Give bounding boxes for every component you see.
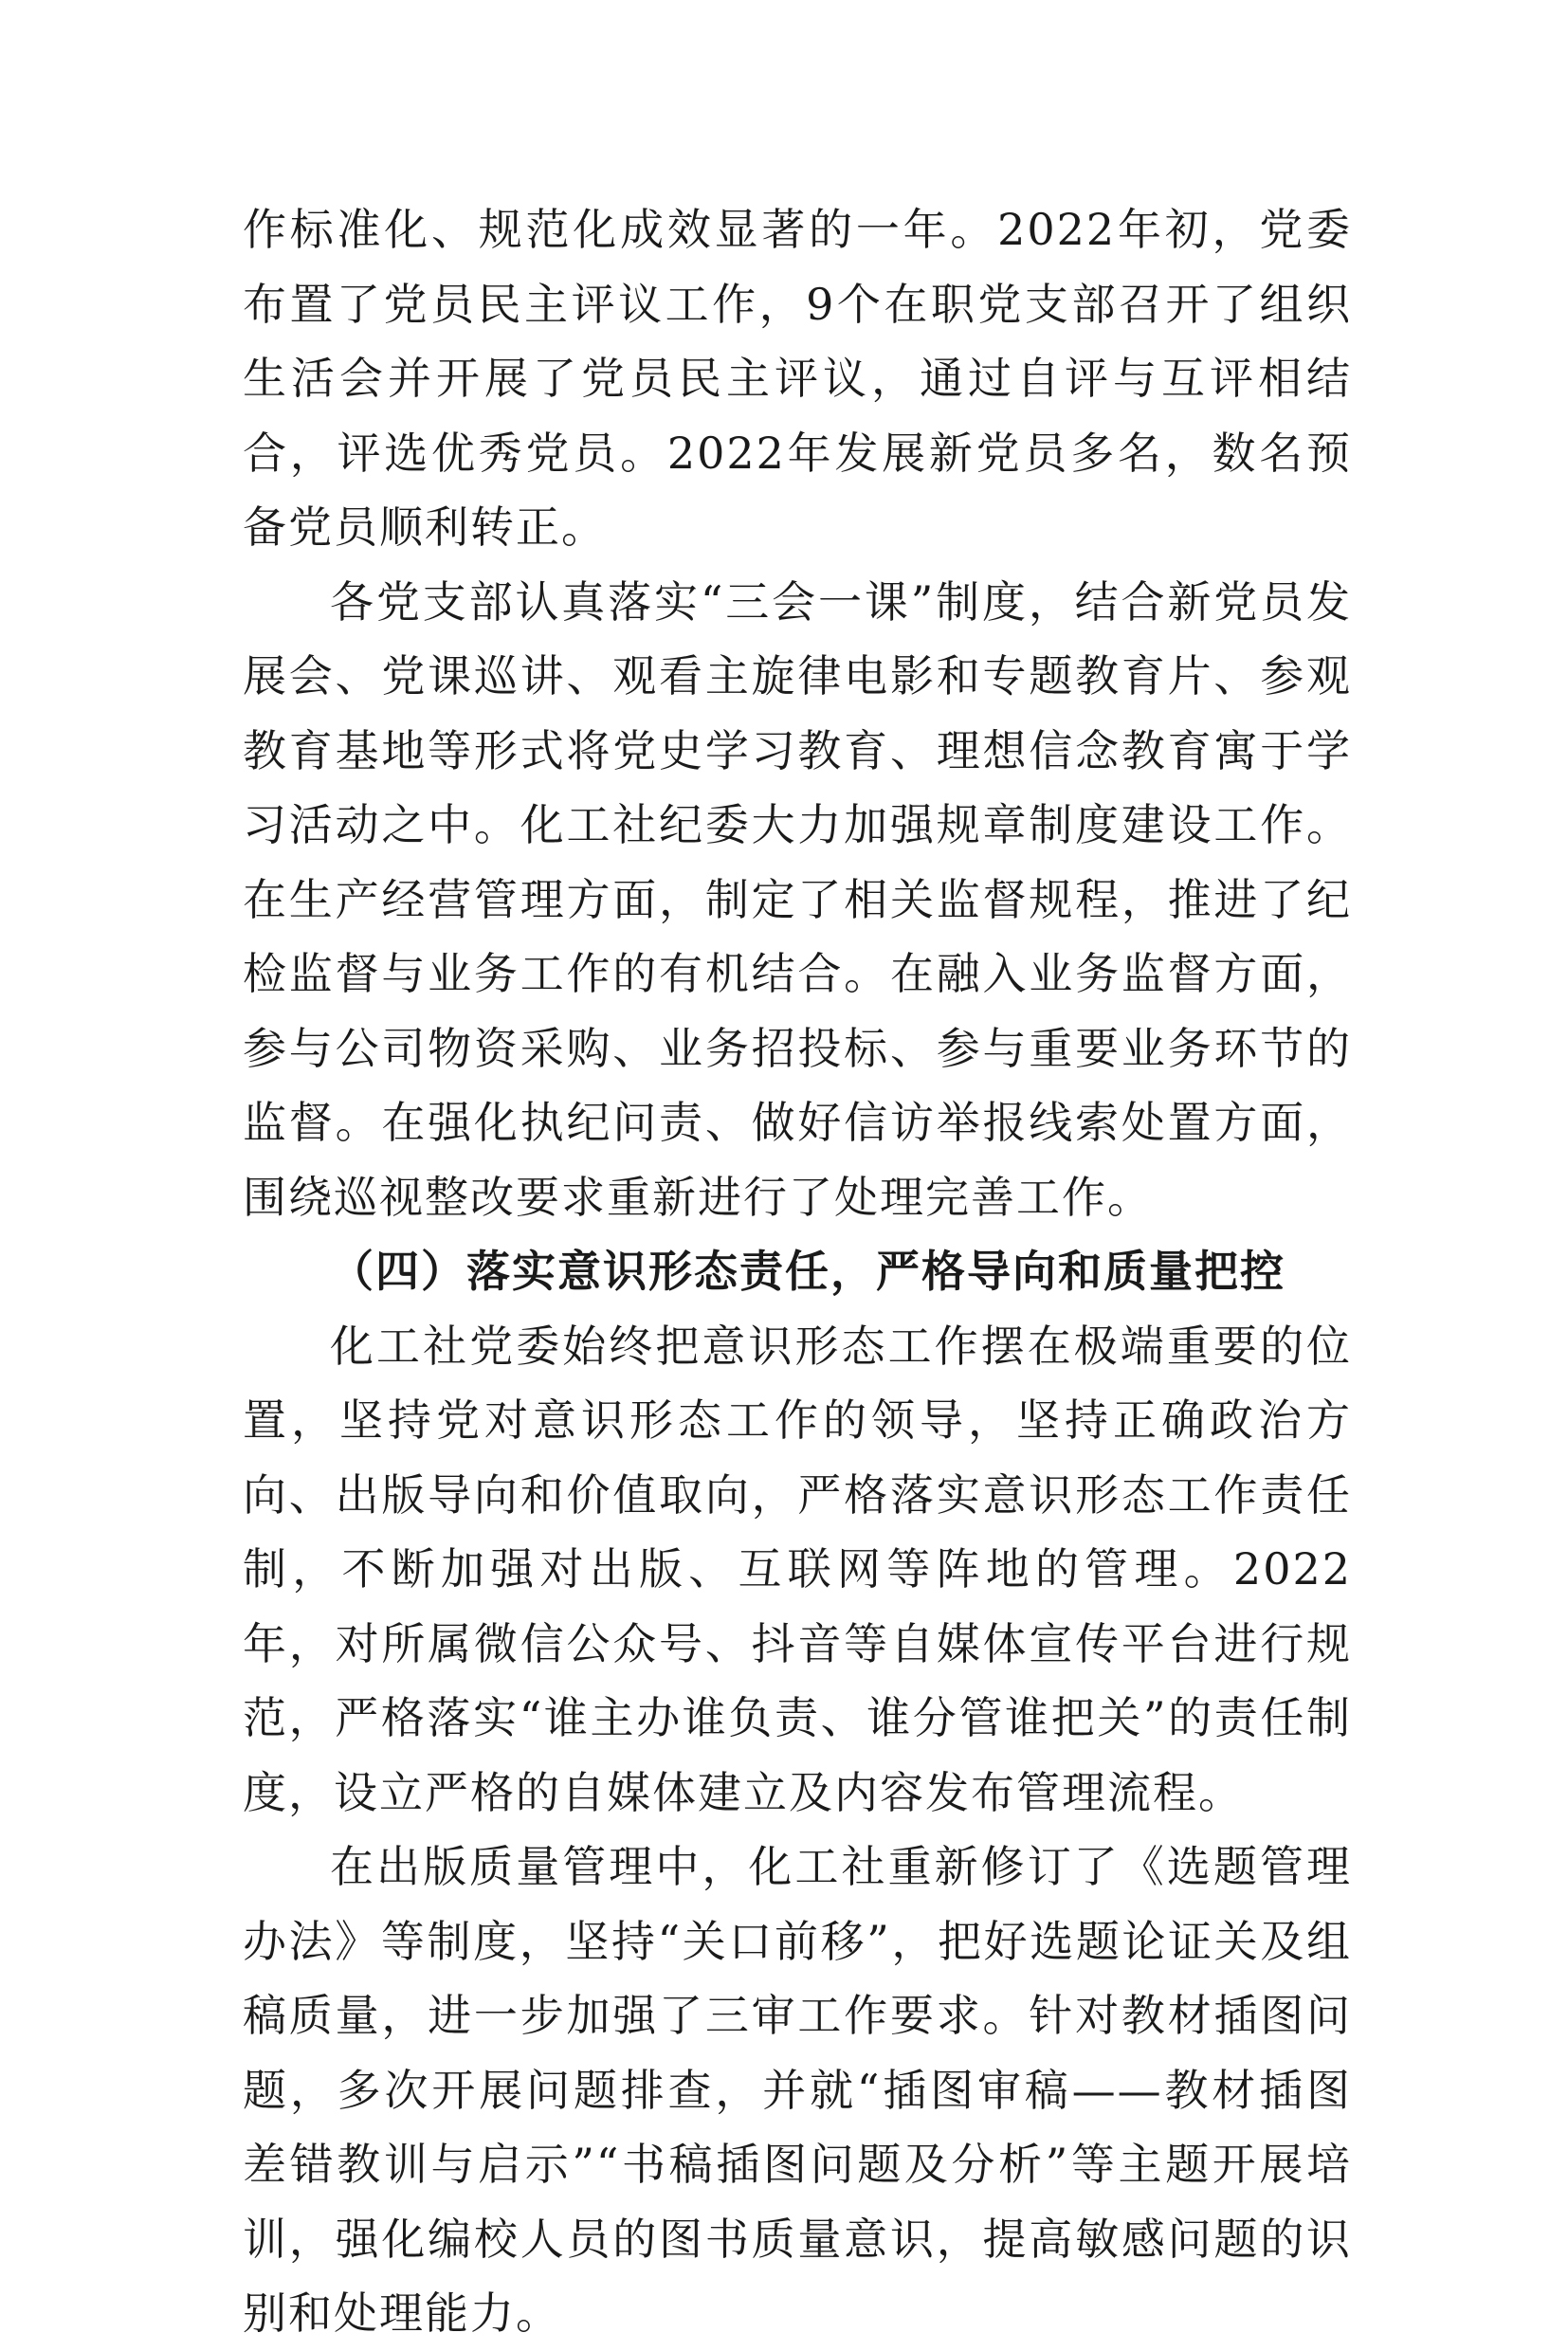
paragraph-continued: 作标准化、规范化成效显著的一年。2022年初，党委布置了党员民主评议工作，9个在职党支部召开了组织生活会并开展了党员民主评议，通过自评与互评相结合，评选优秀党员。2022年发展新党员多名，数名预备党员顺利转正。 (243, 204, 1352, 553)
section-heading-four: （四）落实意识形态责任，严格导向和质量把控 (330, 1246, 1285, 1297)
paragraph-ideology: 化工社党委始终把意识形态工作摆在极端重要的位置，坚持党对意识形态工作的领导，坚持正确政治方向、出版导向和价值取向，严格落实意识形态工作责任制，不断加强对出版、互联网等阵地的管理。2022年，对所属微信公众号、抖音等自媒体宣传平台进行规范，严格落实“谁主办谁负责、谁分管谁把关”的责任制度，设立严格的自媒体建立及内容发布管理流程。 (243, 1320, 1352, 1818)
paragraph-publishing-quality: 在出版质量管理中，化工社重新修订了《选题管理办法》等制度，坚持“关口前移”，把好选题论证关及组稿质量，进一步加强了三审工作要求。针对教材插图问题，多次开展问题排查，并就“插图审稿——教材插图差错教训与启示”“书稿插图问题及分析”等主题开展培训，强化编校人员的图书质量意识，提高敏感问题的识别和处理能力。 (243, 1841, 1352, 2339)
document-body (243, 192, 1352, 2351)
paragraph-party-branches: 各党支部认真落实“三会一课”制度，结合新党员发展会、党课巡讲、观看主旋律电影和专题教育片、参观教育基地等形式将党史学习教育、理想信念教育寓于学习活动之中。化工社纪委大力加强规章制度建设工作。在生产经营管理方面，制定了相关监督规程，推进了纪检监督与业务工作的有机结合。在融入业务监督方面，参与公司物资采购、业务招投标、参与重要业务环节的监督。在强化执纪问责、做好信访举报线索处置方面，围绕巡视整改要求重新进行了处理完善工作。 (243, 575, 1352, 1223)
